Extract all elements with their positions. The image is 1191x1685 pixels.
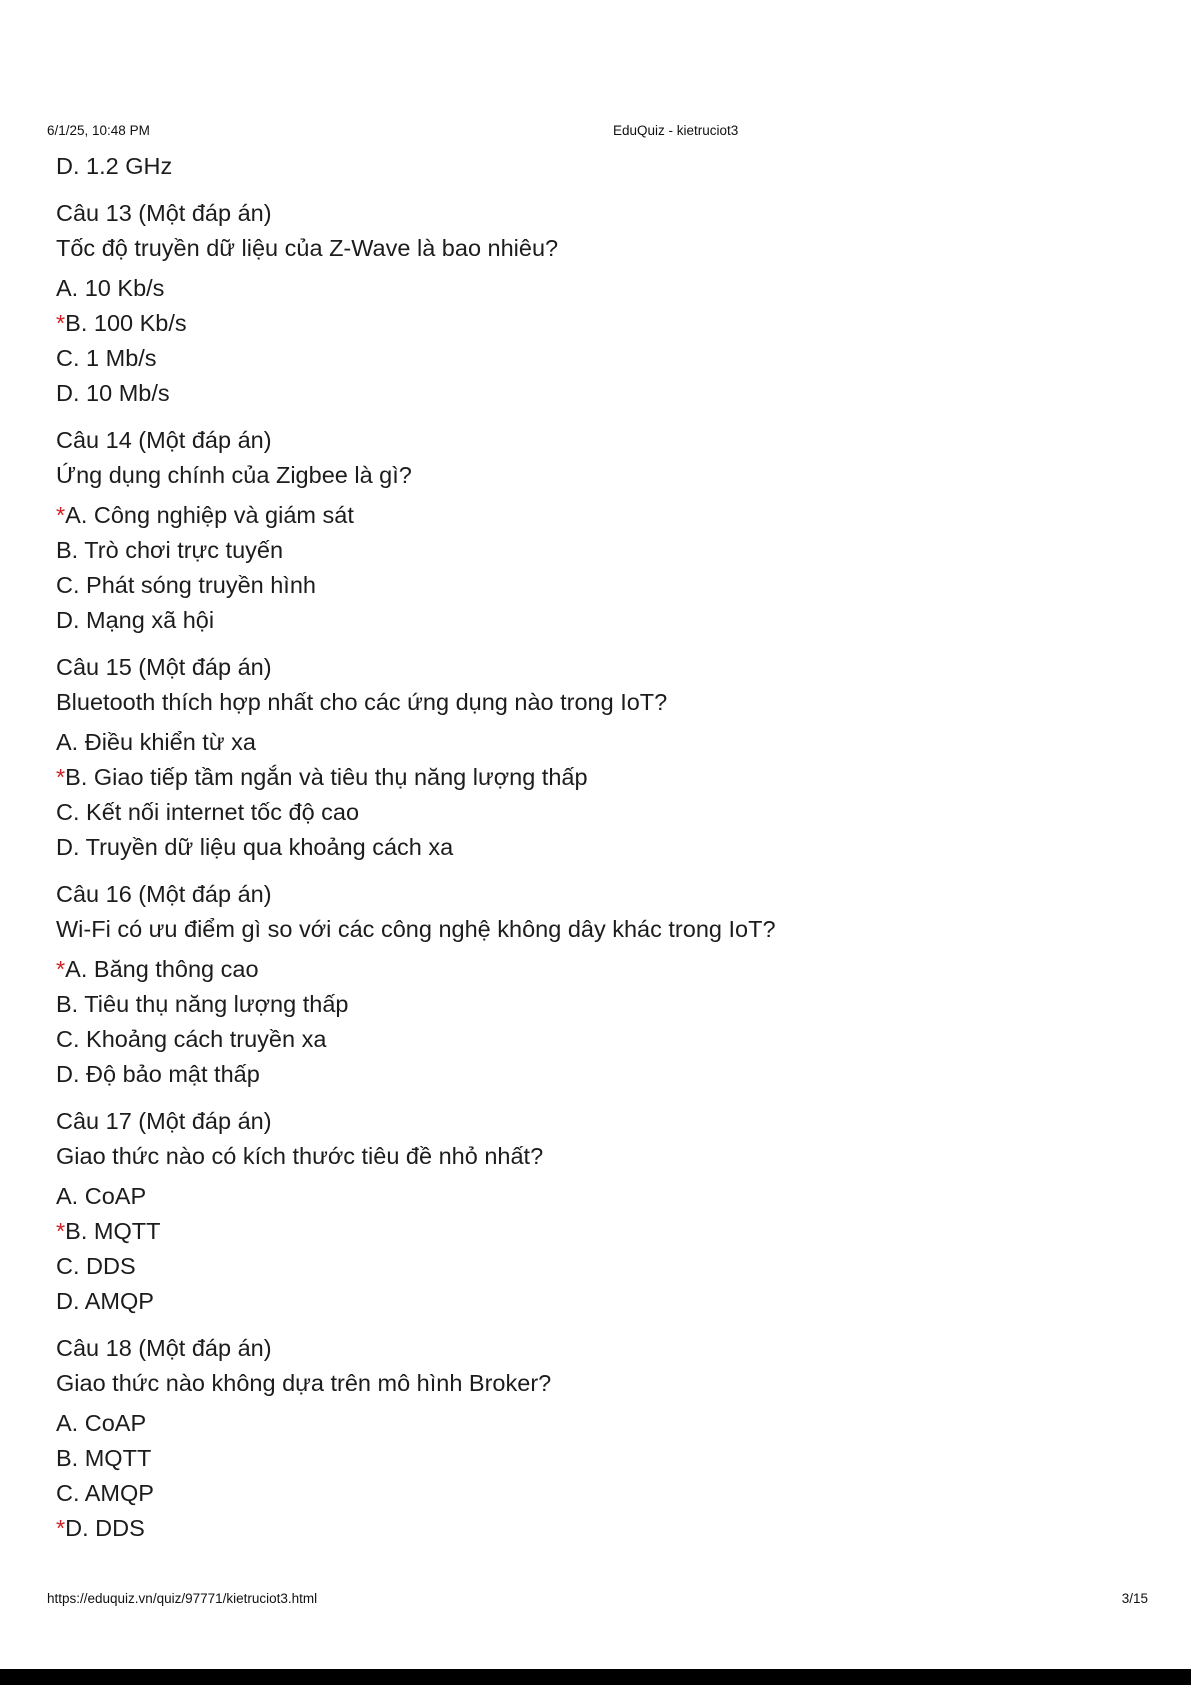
answer-option-label: B. 100 Kb/s xyxy=(65,310,187,336)
question-heading: Câu 16 (Một đáp án) xyxy=(56,881,272,907)
question-text: Giao thức nào không dựa trên mô hình Broker? xyxy=(56,1370,552,1396)
answer-option xyxy=(56,725,1136,760)
answer-option xyxy=(56,1441,1136,1476)
answer-option-label: C. Phát sóng truyền hình xyxy=(56,572,316,598)
print-datetime: 6/1/25, 10:48 PM xyxy=(47,123,150,138)
answer-option-label: C. 1 Mb/s xyxy=(56,345,157,371)
question-block xyxy=(56,1331,1136,1546)
correct-answer-marker: * xyxy=(56,1515,66,1541)
answer-option-label: B. MQTT xyxy=(56,1445,152,1471)
answer-option-label: B. Trò chơi trực tuyến xyxy=(56,537,284,563)
question-text: Tốc độ truyền dữ liệu của Z-Wave là bao nhiêu? xyxy=(56,235,559,261)
question-block xyxy=(56,196,1136,411)
answer-option xyxy=(56,376,1136,411)
answer-option-label: A. CoAP xyxy=(56,1183,147,1209)
answer-option xyxy=(56,1284,1136,1319)
answer-option-label: C. Khoảng cách truyền xa xyxy=(56,1026,327,1052)
answer-option: D. 1.2 GHz xyxy=(56,153,173,179)
question-text: Wi-Fi có ưu điểm gì so với các công nghệ không dây khác trong IoT? xyxy=(56,916,776,942)
correct-answer-marker: * xyxy=(56,310,66,336)
question-heading: Câu 18 (Một đáp án) xyxy=(56,1335,272,1361)
correct-answer-marker: * xyxy=(56,502,66,528)
question-heading: Câu 15 (Một đáp án) xyxy=(56,654,272,680)
answer-option xyxy=(56,1179,1136,1214)
answer-option-label: A. Công nghiệp và giám sát xyxy=(65,502,354,528)
print-url: https://eduquiz.vn/quiz/97771/kietruciot3.html xyxy=(47,1591,318,1606)
question-text: Bluetooth thích hợp nhất cho các ứng dụng nào trong IoT? xyxy=(56,689,668,715)
answer-option xyxy=(56,1249,1136,1284)
answer-option xyxy=(56,1022,1136,1057)
answer-option-label: D. Độ bảo mật thấp xyxy=(56,1061,260,1087)
question-text: Ứng dụng chính của Zigbee là gì? xyxy=(56,462,412,488)
question-heading: Câu 13 (Một đáp án) xyxy=(56,200,272,226)
answer-option-label: A. 10 Kb/s xyxy=(56,275,165,301)
answer-option xyxy=(56,830,1136,865)
correct-answer-marker: * xyxy=(56,1218,66,1244)
question-block xyxy=(56,877,1136,1092)
answer-option xyxy=(56,603,1136,638)
answer-option-label: D. 10 Mb/s xyxy=(56,380,170,406)
answer-option xyxy=(56,1476,1136,1511)
answer-option xyxy=(56,760,1136,795)
question-block xyxy=(56,1104,1136,1319)
answer-option xyxy=(56,795,1136,830)
page-number: 3/15 xyxy=(1121,1591,1148,1606)
answer-option-label: D. AMQP xyxy=(56,1288,154,1314)
bottom-edge-bar xyxy=(0,1669,1191,1685)
correct-answer-marker: * xyxy=(56,764,66,790)
question-block xyxy=(56,650,1136,865)
answer-option-label: D. DDS xyxy=(65,1515,145,1541)
answer-option xyxy=(56,952,1136,987)
answer-option xyxy=(56,498,1136,533)
answer-option-label: B. MQTT xyxy=(65,1218,161,1244)
answer-option-label: C. AMQP xyxy=(56,1480,154,1506)
answer-option-label: C. DDS xyxy=(56,1253,136,1279)
question-text: Giao thức nào có kích thước tiêu đề nhỏ nhất? xyxy=(56,1143,544,1169)
answer-option-label: A. Băng thông cao xyxy=(65,956,259,982)
answer-option-label: A. Điều khiển từ xa xyxy=(56,729,256,755)
answer-option xyxy=(56,271,1136,306)
answer-option-label: A. CoAP xyxy=(56,1410,147,1436)
answer-option xyxy=(56,1057,1136,1092)
question-list xyxy=(56,196,1136,1546)
answer-option xyxy=(56,987,1136,1022)
answer-option xyxy=(56,568,1136,603)
answer-option-label: C. Kết nối internet tốc độ cao xyxy=(56,799,360,825)
question-heading: Câu 14 (Một đáp án) xyxy=(56,427,272,453)
answer-option xyxy=(56,1511,1136,1546)
question-heading: Câu 17 (Một đáp án) xyxy=(56,1108,272,1134)
quiz-content xyxy=(56,149,1136,1546)
question-block xyxy=(56,423,1136,638)
answer-option-label: B. Tiêu thụ năng lượng thấp xyxy=(56,991,349,1017)
correct-answer-marker: * xyxy=(56,956,66,982)
answer-option xyxy=(56,341,1136,376)
answer-option xyxy=(56,1406,1136,1441)
print-page-title: EduQuiz - kietruciot3 xyxy=(613,123,739,138)
answer-option-label: B. Giao tiếp tầm ngắn và tiêu thụ năng lượng thấp xyxy=(65,764,588,790)
answer-option xyxy=(56,1214,1136,1249)
answer-option xyxy=(56,533,1136,568)
answer-option-label: D. Mạng xã hội xyxy=(56,607,215,633)
answer-option xyxy=(56,306,1136,341)
answer-option-label: D. Truyền dữ liệu qua khoảng cách xa xyxy=(56,834,454,860)
